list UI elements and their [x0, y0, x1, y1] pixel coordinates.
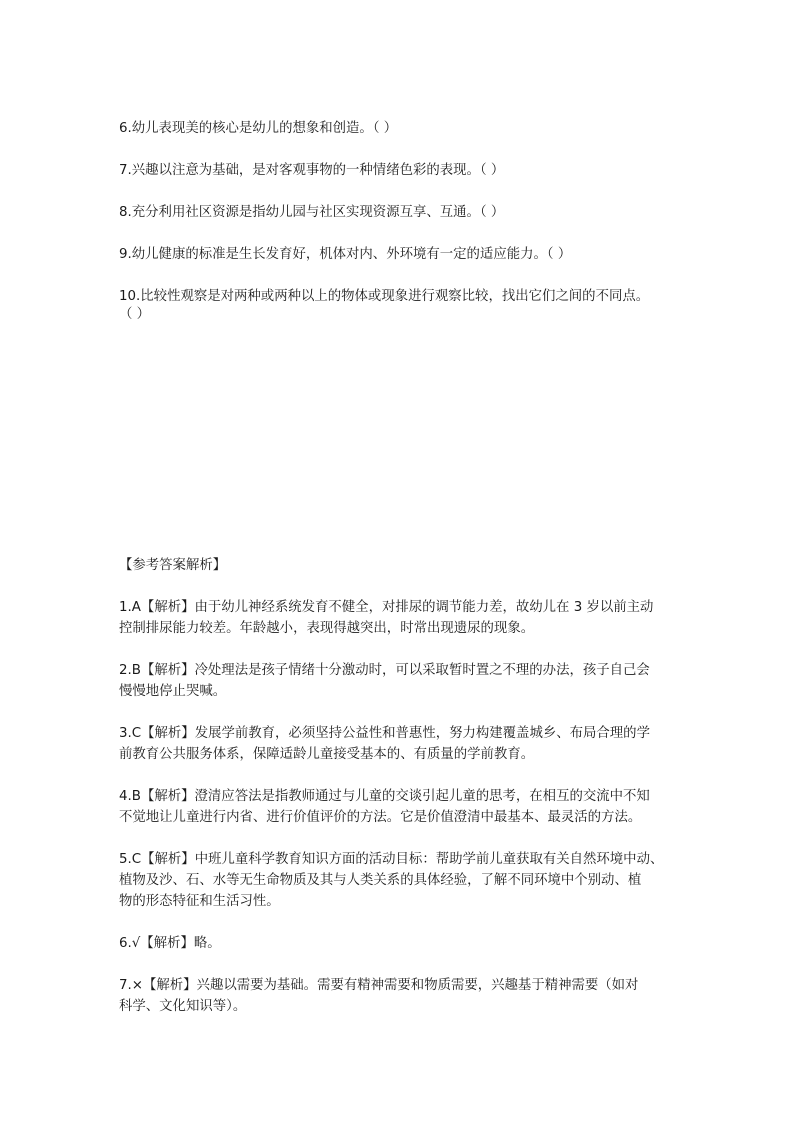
answer-5-line-1: 5.C【解析】中班儿童科学教育知识方面的活动目标：帮助学前儿童获取有关自然环境中动、 [119, 852, 664, 867]
answer-3-line-1: 3.C【解析】发展学前教育，必须坚持公益性和普惠性，努力构建覆盖城乡、布局合理的学 [119, 726, 650, 741]
question-9: 9.幼儿健康的标准是生长发育好，机体对内、外环境有一定的适应能力。（ ） [119, 247, 572, 262]
question-10-line-1: 10.比较性观察是对两种或两种以上的物体或现象进行观察比较，找出它们之间的不同点。 [119, 289, 650, 304]
answer-4-line-1: 4.B【解析】澄清应答法是指教师通过与儿童的交谈引起儿童的思考，在相互的交流中不知 [119, 789, 650, 804]
answer-7-line-2: 科学、文化知识等）。 [119, 999, 247, 1014]
question-7: 7.兴趣以注意为基础，是对客观事物的一种情绪色彩的表现。（ ） [119, 163, 505, 178]
answer-2-line-1: 2.B【解析】冷处理法是孩子情绪十分激动时，可以采取暂时置之不理的办法，孩子自己会 [119, 663, 650, 678]
answer-5-line-3: 物的形态特征和生活习性。 [119, 894, 280, 909]
question-10-line-2: （ ） [119, 307, 151, 322]
answer-4-line-2: 不觉地让儿童进行内省、进行价值评价的方法。它是价值澄清中最基本、最灵活的方法。 [119, 810, 642, 825]
answer-1-line-1: 1.A【解析】由于幼儿神经系统发育不健全，对排尿的调节能力差，故幼儿在 3 岁以前主动 [119, 600, 654, 615]
answer-6-line-1: 6.√【解析】略。 [119, 936, 221, 951]
answer-3-line-2: 前教育公共服务体系，保障适龄儿童接受基本的、有质量的学前教育。 [119, 747, 535, 762]
question-6: 6.幼儿表现美的核心是幼儿的想象和创造。（ ） [119, 121, 398, 136]
answer-section-title: 【参考答案解析】 [119, 558, 227, 573]
question-8: 8.充分利用社区资源是指幼儿园与社区实现资源互享、互通。（ ） [119, 205, 505, 220]
answer-7-line-1: 7.×【解析】兴趣以需要为基础。需要有精神需要和物质需要，兴趣基于精神需要（如对 [119, 978, 639, 993]
answer-2-line-2: 慢慢地停止哭喊。 [119, 684, 227, 699]
answer-5-line-2: 植物及沙、石、水等无生命物质及其与人类关系的具体经验，了解不同环境中个别动、植 [119, 873, 642, 888]
answer-1-line-2: 控制排尿能力较差。年龄越小，表现得越突出，时常出现遗尿的现象。 [119, 621, 535, 636]
